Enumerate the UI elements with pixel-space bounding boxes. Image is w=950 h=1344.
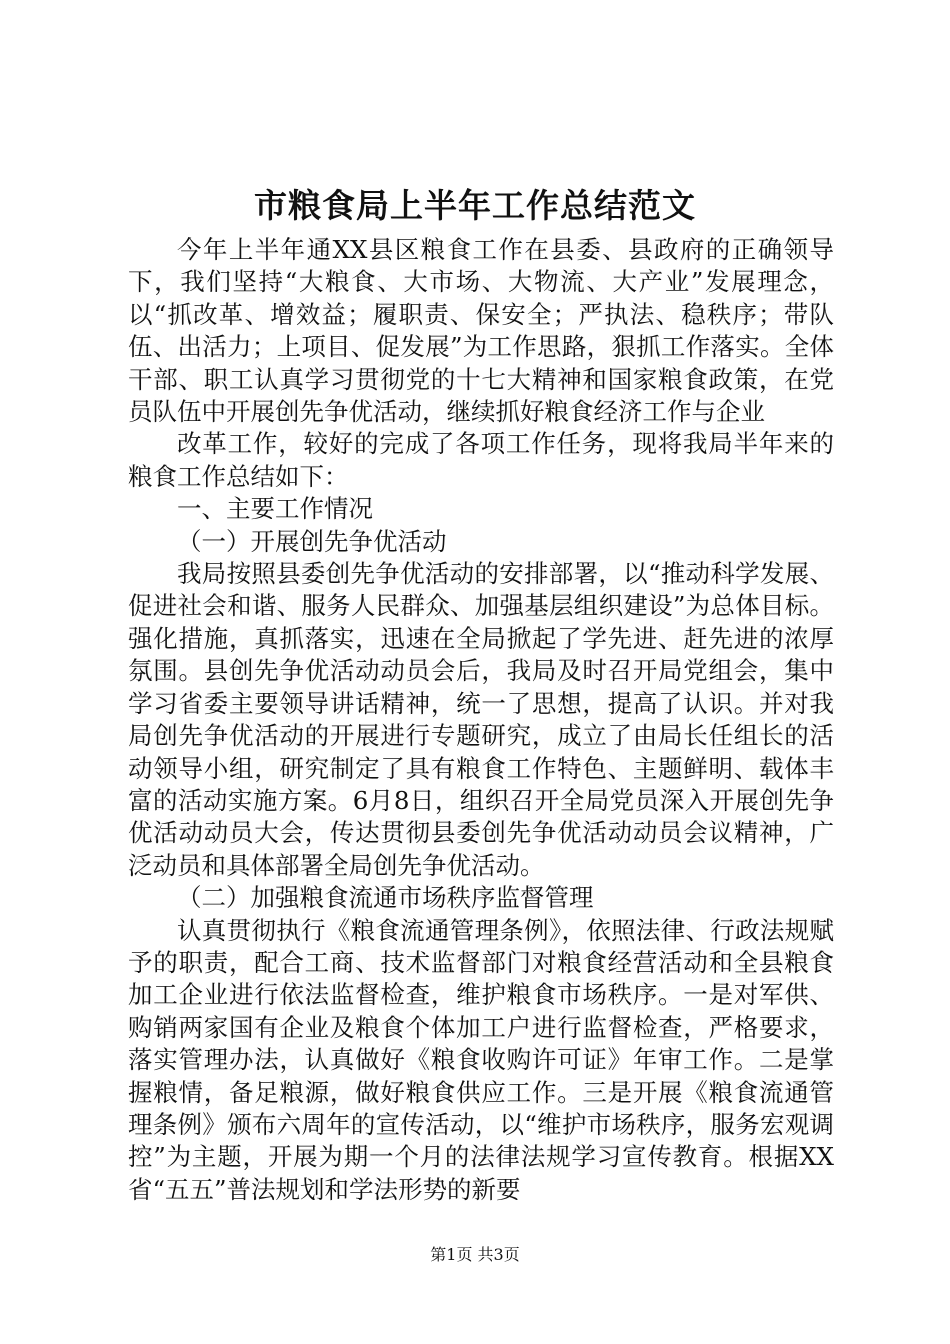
document-title: 市粮食局上半年工作总结范文 bbox=[254, 186, 696, 225]
paragraph-subsection-1: 我局按照县委创先争优活动的安排部署，以“推动科学发展、促进社会和谐、服务人民群众、加强基层组织建设”为总体目标。强化措施，真抓落实，迅速在全局掀起了学先进、赶先进的浓厚氛围。县创先争优活动动员会后，我局及时召开局党组会，集中学习省委主要领导讲话精神，统一了思想，提高了认识。并对我局创先争优活动的开展进行专题研究，成立了由局长任组长的活动领导小组，研究制定了具有粮食工作特色、主题鲜明、载体丰富的活动实施方案。6月8日，组织召开全局党员深入开展创先争优活动动员大会，传达贯彻县委创先争优活动动员会议精神，广泛动员和具体部署全局创先争优活动。 bbox=[128, 559, 834, 880]
paragraph-subsection-2: 认真贯彻执行《粮食流通管理条例》，依照法律、行政法规赋予的职责，配合工商、技术监督部门对粮食经营活动和全县粮食加工企业进行依法监督检查，维护粮食市场秩序。一是对军供、购销两家国有企业及粮食个体加工户进行监督检查，严格要求，落实管理办法，认真做好《粮食收购许可证》年审工作。二是掌握粮情，备足粮源，做好粮食供应工作。三是开展《粮食流通管理条例》颁布六周年的宣传活动，以“维护市场秩序，服务宏观调控”为主题，开展为期一个月的法律法规学习宣传教育。根据XX省“五五”普法规划和学法形势的新要 bbox=[128, 915, 834, 1204]
subsection-heading-2: （二）加强粮食流通市场秩序监督管理 bbox=[177, 883, 594, 913]
section-heading-main-work: 一、主要工作情况 bbox=[177, 494, 373, 524]
page-number-footer: 第1页 共3页 bbox=[430, 1245, 520, 1264]
document-body bbox=[128, 234, 834, 1206]
paragraph-intro-continued: 改革工作，较好的完成了各项工作任务，现将我局半年来的粮食工作总结如下： bbox=[128, 429, 834, 491]
subsection-heading-1: （一）开展创先争优活动 bbox=[177, 526, 447, 556]
paragraph-intro: 今年上半年通XX县区粮食工作在县委、县政府的正确领导下，我们坚持“大粮食、大市场、大物流、大产业”发展理念，以“抓改革、增效益；履职责、保安全；严执法、稳秩序；带队伍、出活力；上项目、促发展”为工作思路，狠抓工作落实。全体干部、职工认真学习贯彻党的十七大精神和国家粮食政策，在党员队伍中开展创先争优活动，继续抓好粮食经济工作与企业 bbox=[128, 235, 834, 427]
